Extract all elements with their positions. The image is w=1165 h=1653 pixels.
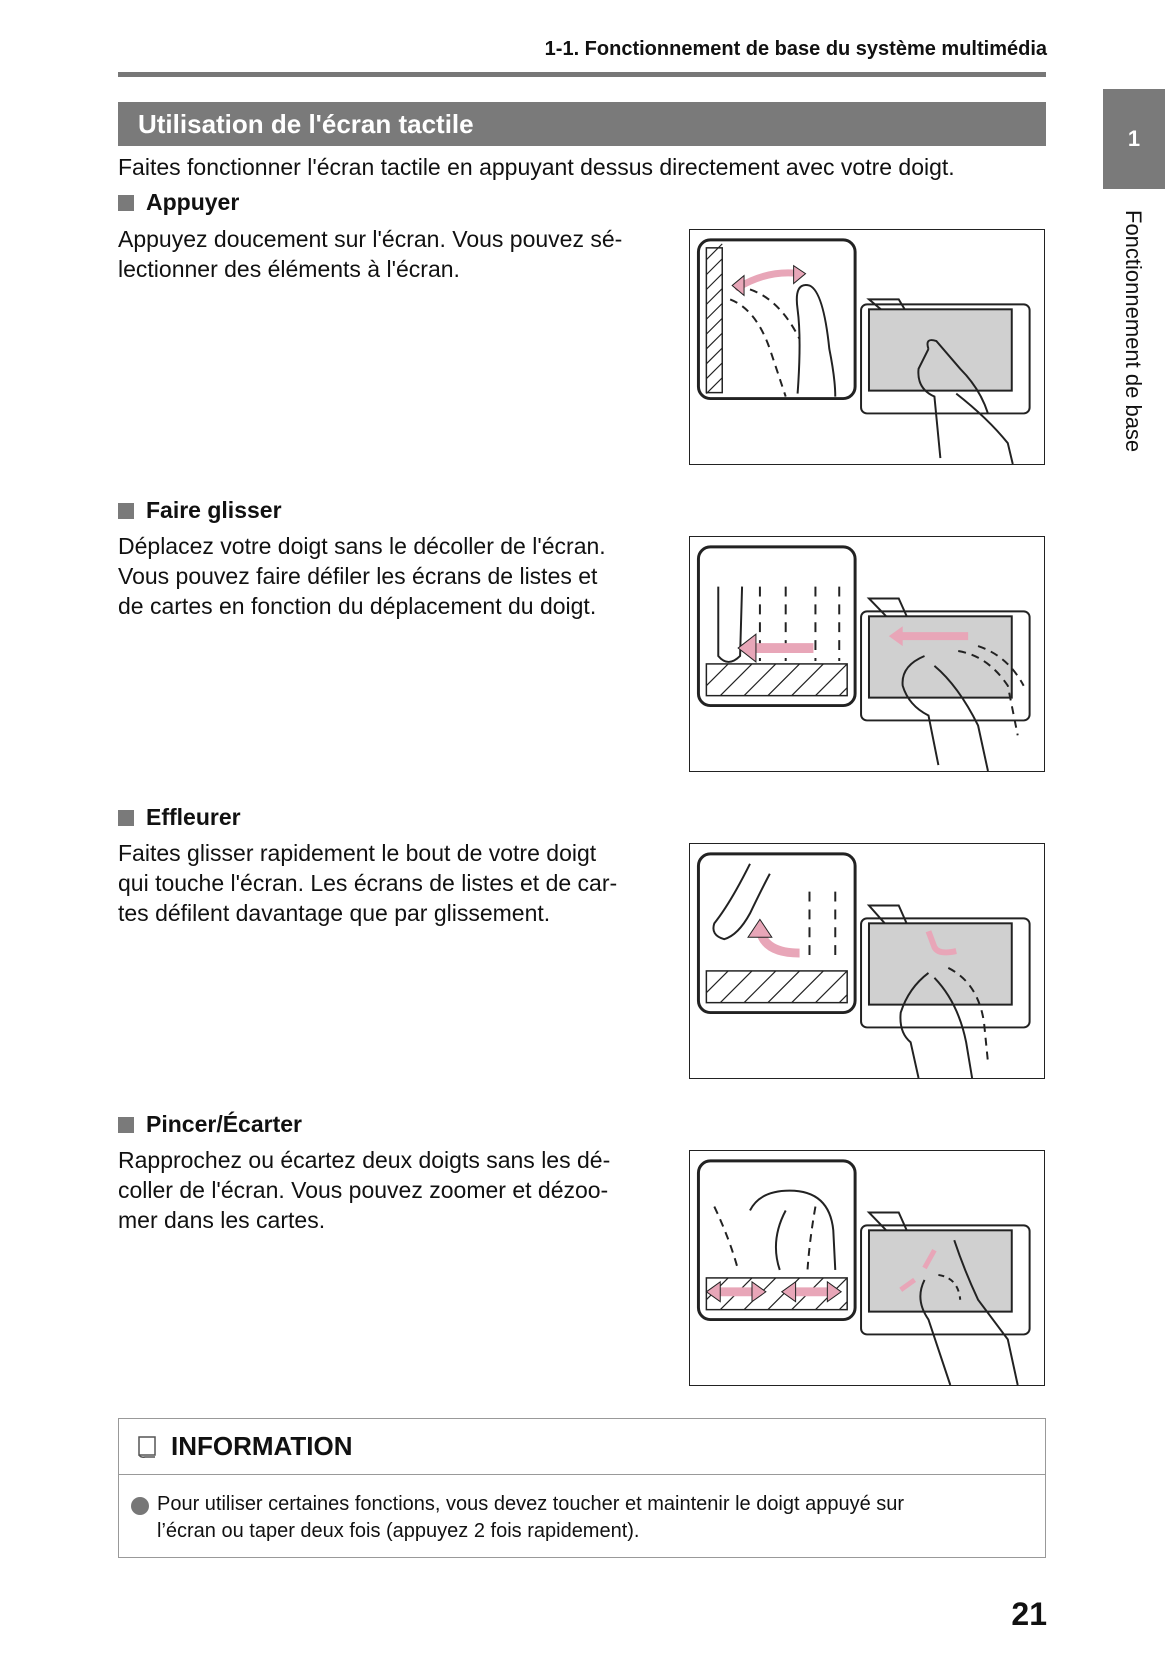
item-title-text: Appuyer [146,189,240,215]
square-bullet-icon [118,810,134,826]
illustration-flick [689,843,1045,1079]
illustration-tap [689,229,1045,465]
item-title-faire-glisser [118,495,282,525]
item-title-pincer-ecarter [118,1109,302,1139]
information-body [119,1475,1045,1545]
item-text-appuyer [118,224,670,284]
illustration-drag [689,536,1045,772]
illustration-pinch [689,1150,1045,1386]
text-line: Vous pouvez faire défiler les écrans de listes et [118,563,598,589]
item-title-appuyer [118,187,239,217]
text-line: qui touche l'écran. Les écrans de listes et de car- [118,870,618,896]
information-title: INFORMATION [171,1431,353,1461]
info-line: Pour utiliser certaines fonctions, vous devez toucher et maintenir le doigt appuyé sur [157,1493,905,1515]
item-title-text: Effleurer [146,804,241,830]
item-text-pincer-ecarter [118,1145,670,1235]
square-bullet-icon [118,195,134,211]
text-line: lectionner des éléments à l'écran. [118,256,460,282]
text-line: Rapprochez ou écartez deux doigts sans les dé- [118,1147,611,1173]
header-rule [118,72,1046,77]
section-title: Utilisation de l'écran tactile [118,102,1046,146]
page-number: 21 [1011,1596,1047,1632]
bullet-icon [131,1497,149,1515]
item-title-text: Faire glisser [146,497,282,523]
item-text-effleurer [118,838,670,928]
section-intro: Faites fonctionner l'écran tactile en appuyant dessus directement avec votre doigt. [118,154,955,180]
text-line: tes défilent davantage que par glissement. [118,900,551,926]
text-line: de cartes en fonction du déplacement du doigt. [118,593,597,619]
square-bullet-icon [118,1117,134,1133]
info-line: l’écran ou taper deux fois (appuyez 2 fois rapidement). [157,1520,640,1542]
book-icon [137,1435,159,1459]
text-line: mer dans les cartes. [118,1207,326,1233]
text-line: Déplacez votre doigt sans le décoller de l'écran. [118,533,606,559]
item-title-effleurer [118,802,241,832]
text-line: coller de l'écran. Vous pouvez zoomer et dézoo- [118,1177,609,1203]
running-head: 1-1. Fonctionnement de base du système multimédia [544,38,1047,60]
information-box [118,1418,1046,1558]
information-header [119,1419,1045,1475]
item-text-faire-glisser [118,531,670,621]
text-line: Faites glisser rapidement le bout de votre doigt [118,840,597,866]
item-title-text: Pincer/Écarter [146,1111,302,1137]
square-bullet-icon [118,503,134,519]
chapter-tab: 1 [1103,89,1165,189]
text-line: Appuyez doucement sur l'écran. Vous pouvez sé- [118,226,623,252]
chapter-label: Fonctionnement de base [1121,210,1146,453]
